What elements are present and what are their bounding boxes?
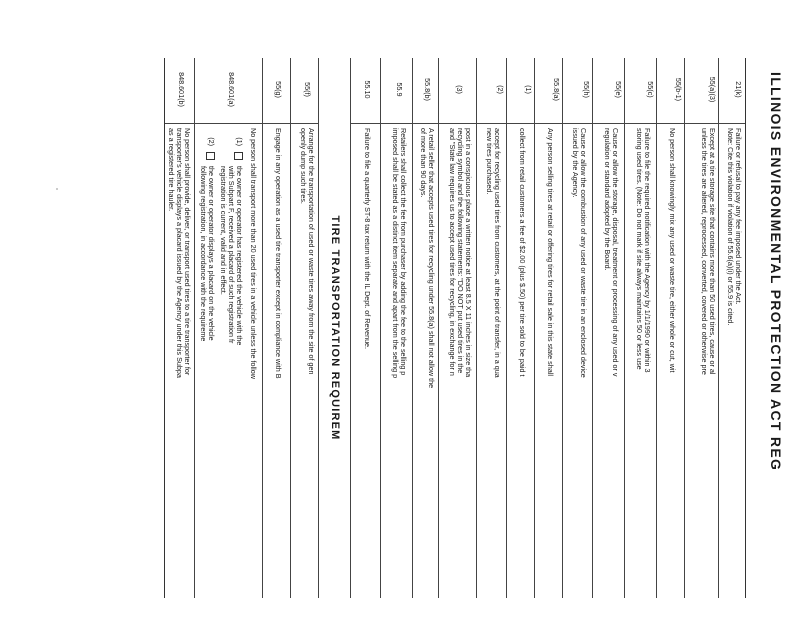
citation-text: Failure to file the required notification with the Agency by 1/1/1990 or within 3 storing used tires. (Note: Do not mark if site always maintains 50 or less use: [634, 128, 652, 373]
table-row: [380, 58, 413, 598]
citation-text: No person shall knowingly mix any used or waste tire, either whole or cut, wit: [668, 128, 677, 373]
sub-item-text: the owner or operator displays a placard on the vehicle following registration, in accordance with the requireme: [198, 166, 216, 342]
citation-code: (2): [477, 58, 507, 124]
table-row: [476, 58, 507, 598]
citation-text: Failure or refusal to pay any fee imposed under the Act. Note: Cite this violation if violation of 55.6(a)(i) or 55.9 is cited.: [725, 128, 743, 326]
section-title: TIRE TRANSPORTATION REQUIREM: [329, 215, 341, 441]
table-row: [624, 58, 657, 598]
table-row: [534, 58, 563, 598]
citation-text: Arrange for the transportation of used or waste tires away from the site of gen openly dump such tires.: [298, 128, 316, 375]
citation-code: 55(a)(3): [685, 58, 719, 124]
citation-text: Any person selling tires at retail or offering tires for retail sale in this state shall: [546, 128, 555, 376]
table-row: [262, 58, 291, 598]
scan-speck: [56, 188, 58, 190]
citation-code: (1): [507, 58, 535, 124]
sub-item-text: the owner or operator has registered the vehicle with the with Subpart F, received a placard of such registration fr registration is current, valid and in effect.: [218, 166, 244, 346]
citation-text: No person shall transport more than 20 used tires in a vehicle unless the follow: [249, 128, 258, 379]
sub-item-number: (2): [207, 137, 216, 146]
citation-code: 55(e): [593, 58, 625, 124]
citation-code: 55(b-1): [657, 58, 685, 124]
citation-text: post in a conspicuous place a written notice at least 8.5 X 11 inches in size tha recycling symbol and the following statements: "DO NOT put used tires in the and "State law requires us to accept used tires for recycling, in exchange for n: [447, 128, 473, 378]
citation-code: 55(h): [563, 58, 593, 124]
table-row: [412, 58, 439, 598]
citation-code: 848.601(a): [195, 58, 263, 124]
citation-text: Failure to file a quarterly ST-8 tax return with the IL Dept. of Revenue.: [363, 128, 372, 350]
citation-code: 55(f): [291, 58, 319, 124]
violations-table: [164, 58, 746, 598]
citation-text: collect from retail customers a fee of $2.00 (plus $.50) per tire sold to be paid t: [518, 128, 527, 377]
citation-text: Engage in any operation as a used tire transporter except in compliance with B: [274, 128, 283, 379]
citation-text: Except at a tire storage site that contains more than 50 used tires, cause or al unless the tires are altered, reprocessed, converted, covered or otherwise pre: [699, 128, 717, 375]
table-row: [165, 58, 195, 598]
citation-code: 55.10: [351, 58, 381, 124]
citation-text: accept for recycling used tires from customers, at the point of transfer, in a qua new tires purchased.: [484, 128, 502, 378]
checkbox[interactable]: [206, 152, 215, 160]
citation-code: 55(g): [263, 58, 291, 124]
table-row: [562, 58, 593, 598]
table-row: [592, 58, 625, 598]
table-row: [290, 58, 319, 598]
citation-code: 21(k): [719, 58, 745, 124]
table-row: [684, 58, 719, 598]
table-row: [350, 58, 381, 598]
page-title: ILLINOIS ENVIRONMENTAL PROTECTION ACT REG: [768, 72, 784, 472]
citation-code: (3): [439, 58, 477, 124]
rotated-document-page: [100, 58, 790, 598]
table-row: [194, 58, 263, 598]
citation-text: Cause or allow the combustion of any used or waste tire in an enclosed device issued by the Agency.: [570, 128, 588, 378]
citation-text: Cause or allow the storage, disposal, treatment or processing of any used or v regulation or standard adopted by the Board.: [602, 128, 620, 377]
citation-text: A retail seller that accepts used tires for recycling under 55.8(a) shall not allow the of more than 90 days.: [418, 128, 436, 389]
citation-text: No person shall provide, deliver, or transport used tires to a tire transporter for transporter's vehicle displays a placard issued by the Agency under this Subpa as a registered tire hauler.: [166, 128, 192, 378]
table-row: [506, 58, 535, 598]
table-row: [438, 58, 477, 598]
checkbox[interactable]: [234, 152, 243, 160]
citation-code: 848.601(b): [165, 58, 195, 124]
citation-code: 55.9: [381, 58, 413, 124]
citation-code: 55.8(b): [413, 58, 439, 124]
citation-code: 55(c): [625, 58, 657, 124]
sub-item-number: (1): [235, 137, 244, 146]
citation-code: 55.8(a): [535, 58, 563, 124]
table-row: [718, 58, 745, 598]
citation-text: Retailers shall collect the fee from purchaser by adding the fee to the selling p imposed shall be stated as a distinct item separate and apart from the selling p: [390, 128, 408, 379]
table-row: [656, 58, 685, 598]
